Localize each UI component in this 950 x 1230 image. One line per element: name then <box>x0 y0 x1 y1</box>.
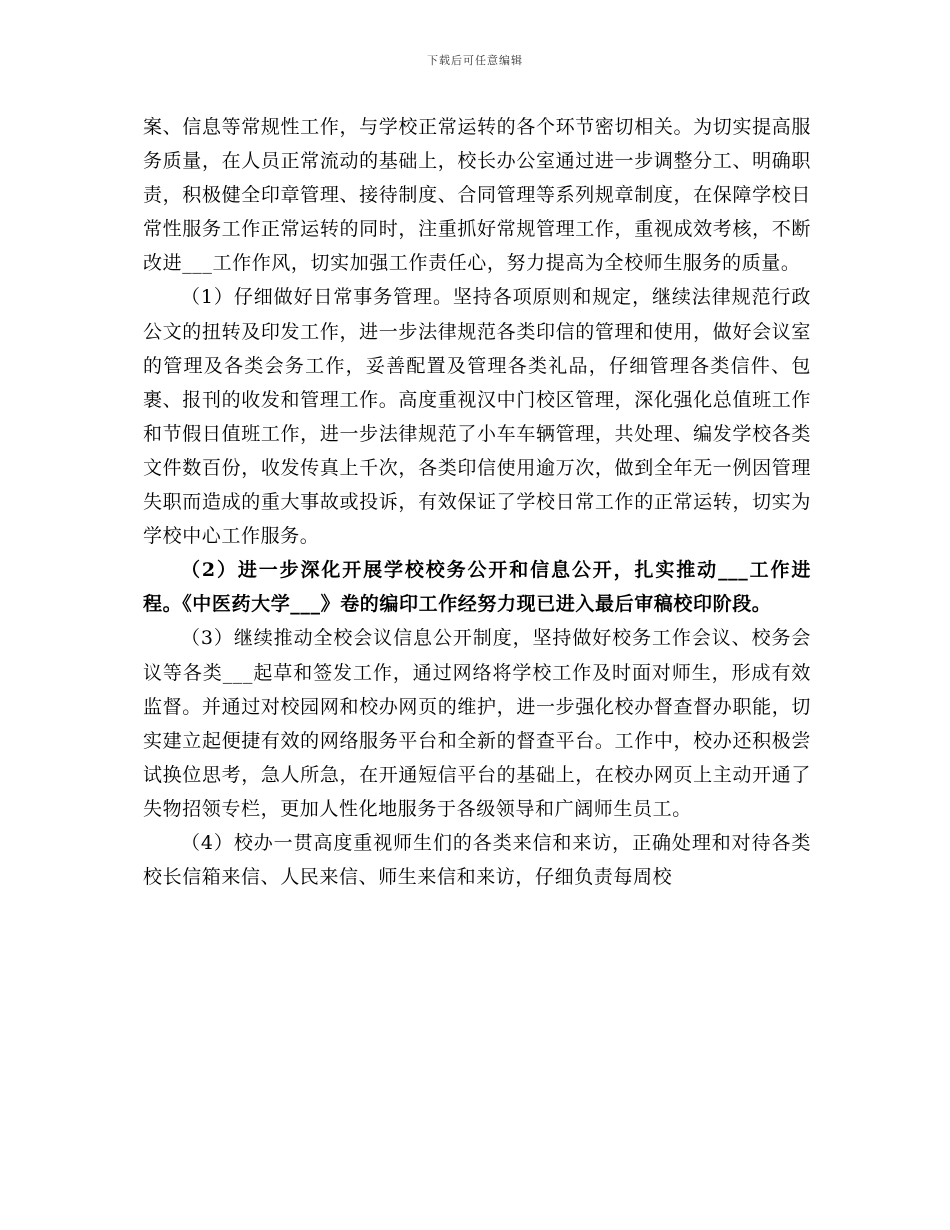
paragraph-item-3: （3）继续推动全校会议信息公开制度，坚持做好校务工作会议、校务会议等各类___起草和签发工作，通过网络将学校工作及时面对师生，形成有效监督。并通过对校园网和校办网页的维护，进一步强化校办督查督办职能，切实建立起便捷有效的网络服务平台和全新的督查平台。工作中，校办还积极尝试换位思考，急人所急，在开通短信平台的基础上，在校办网页上主动开通了失物招领专栏，更加人性化地服务于各级领导和广阔师生员工。 <box>143 627 811 820</box>
page-header: 下载后可任意编辑 <box>427 54 523 67</box>
paragraph-item-2: （2）进一步深化开展学校校务公开和信息公开，扎实推动___工作进程。《中医药大学___》卷的编印工作经努力现已进入最后审稿校印阶段。 <box>143 559 811 616</box>
paragraph-item-4: （4）校办一贯高度重视师生们的各类来信和来访，正确处理和对待各类校长信箱来信、人民来信、师生来信和来访，仔细负责每周校 <box>143 831 811 889</box>
paragraph-item-1: （1）仔细做好日常事务管理。坚持各项原则和规定，继续法律规范行政公文的扭转及印发工作，进一步法律规范各类印信的管理和使用，做好会议室的管理及各类会务工作，妥善配置及管理各类礼品，仔细管理各类信件、包裹、报刊的收发和管理工作。高度重视汉中门校区管理，深化强化总值班工作和节假日值班工作，进一步法律规范了小车车辆管理，共处理、编发学校各类文件数百份，收发传真上千次，各类印信使用逾万次，做到全年无一例因管理失职而造成的重大事故或投诉，有效保证了学校日常工作的正常运转，切实为学校中心工作服务。 <box>143 286 811 548</box>
paragraph-continuation: 案、信息等常规性工作，与学校正常运转的各个环节密切相关。为切实提高服务质量，在人员正常流动的基础上，校长办公室通过进一步调整分工、明确职责，积极健全印章管理、接待制度、合同管理等系列规章制度，在保障学校日常性服务工作正常运转的同时，注重抓好常规管理工作，重视成效考核，不断改进___工作作风，切实加强工作责任心，努力提高为全校师生服务的质量。 <box>143 116 811 275</box>
document-body <box>143 110 811 894</box>
